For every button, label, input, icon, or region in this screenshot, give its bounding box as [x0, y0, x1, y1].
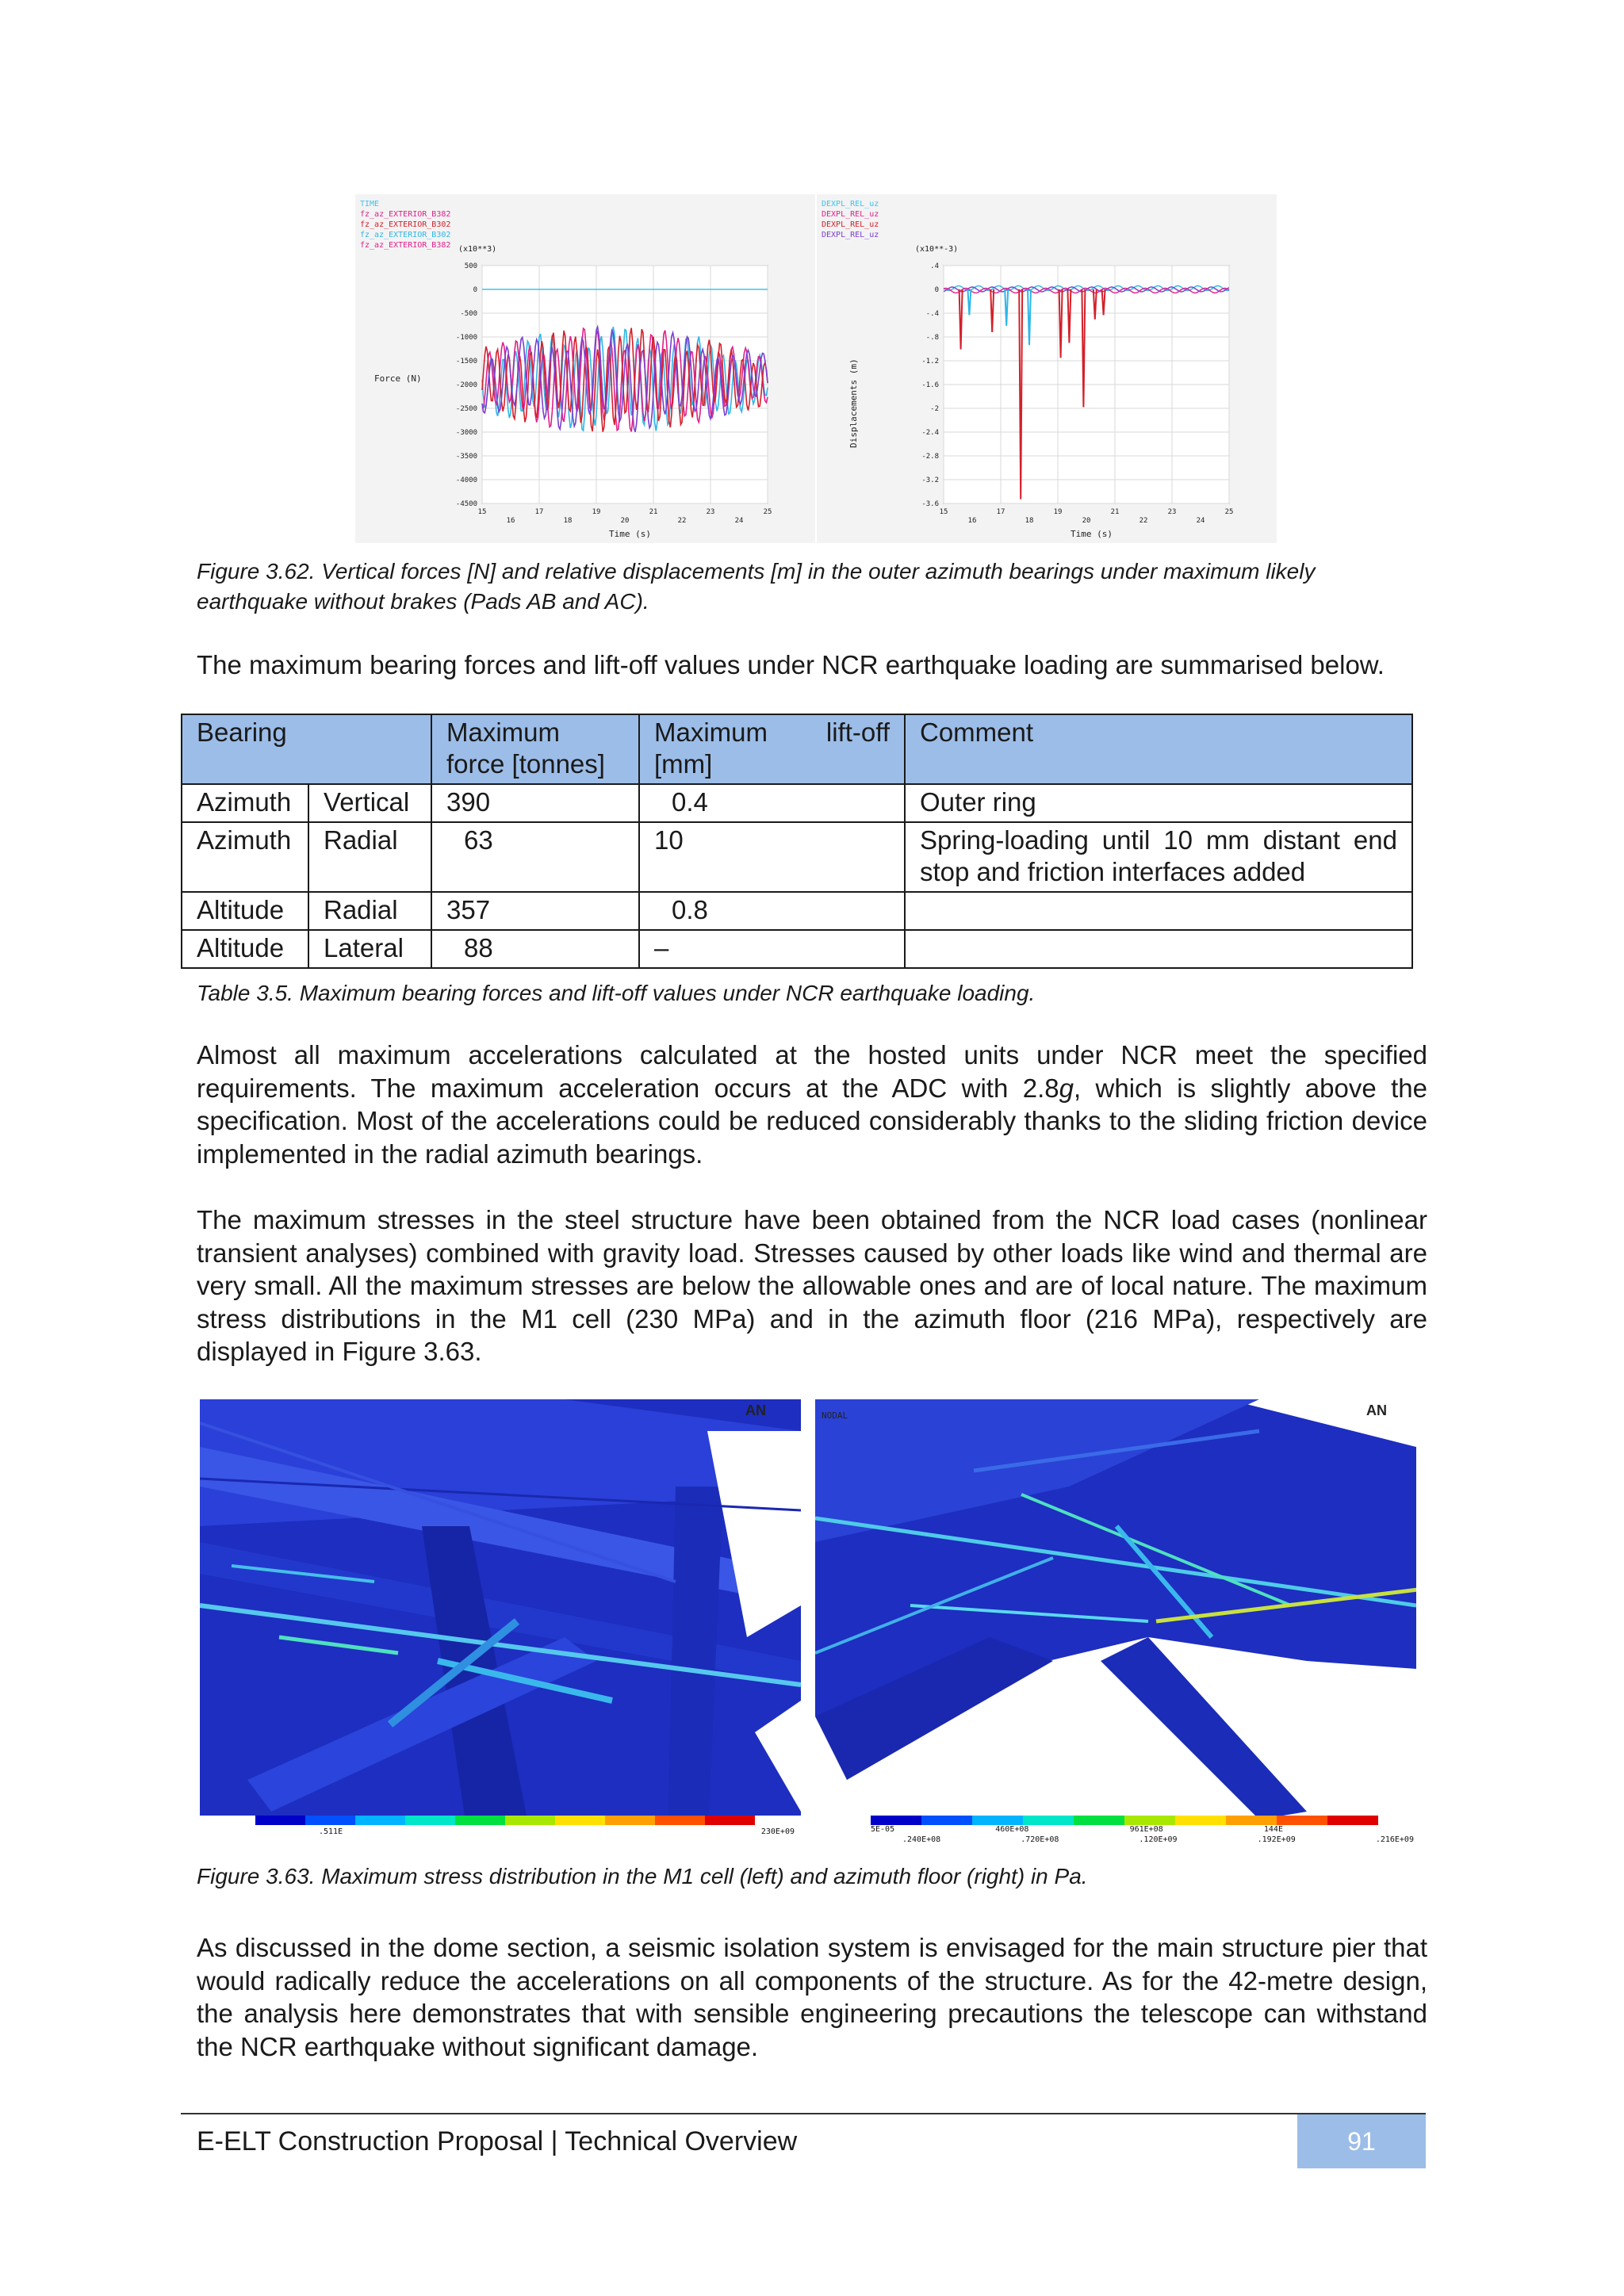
colorbar-labels: .511E 230E+09 — [319, 1827, 795, 1836]
disp-xlabel: Time (s) — [1071, 529, 1113, 539]
y-tick-label: -500 — [460, 310, 477, 318]
header-bearing: Bearing — [182, 714, 431, 784]
table-header-row — [182, 714, 1412, 784]
stress-paragraph: The maximum stresses in the steel structure have been obtained from the NCR load cases (nonlinear transient analyses) combined with gravity load. Stresses caused by other loads like wind and thermal are very small. All the maximum stresses are below the allowable ones and are of local nature. The maximum stress distributions in the M1 cell (230 MPa) and in the azimuth floor (216 MPa), respectively are displayed in Figure 3.63. — [197, 1205, 1427, 1366]
stress-colorbar — [255, 1816, 755, 1825]
cell-comment: Outer ring — [905, 784, 1412, 822]
cell-force: 390 — [431, 784, 639, 822]
x-tick-label: 24 — [734, 517, 744, 525]
x-tick-label: 20 — [620, 517, 630, 525]
x-tick-label: 20 — [1082, 517, 1091, 525]
azimuth-floor-stress-image — [815, 1399, 1416, 1848]
x-tick-label: 15 — [477, 508, 487, 516]
dome-paragraph: As discussed in the dome section, a seismic isolation system is envisaged for the main structure pier that would radically reduce the accelerations on all components of the structure. As for the 42-metre design, the analysis here demonstrates that with sensible engineering precautions the telescope can withstand the NCR earthquake without significant damage. — [197, 1933, 1427, 2061]
cell-comment: Spring-loading until 10 mm distant end stop and friction interfaces added — [905, 822, 1412, 892]
cell-force: 88 — [431, 930, 639, 968]
ansys-logo: AN — [1366, 1402, 1387, 1418]
disp-ylabel: Displacements (m) — [848, 358, 859, 448]
cell-direction: Lateral — [308, 930, 431, 968]
force-xlabel: Time (s) — [609, 529, 651, 539]
colorbar-labels-top: 5E-05 460E+08 961E+08 144E — [871, 1825, 1283, 1834]
x-tick-label: 17 — [534, 508, 544, 516]
cell-type: Altitude — [182, 892, 308, 930]
table-row — [182, 930, 1412, 968]
x-tick-label: 19 — [592, 508, 601, 516]
force-ylabel: Force (N) — [374, 373, 422, 384]
y-tick-label: -1.6 — [921, 381, 939, 389]
y-tick-label: -4500 — [455, 500, 477, 508]
disp-scale: (x10**-3) — [915, 245, 959, 254]
x-tick-label: 23 — [706, 508, 715, 516]
page-number: 91 — [1297, 2114, 1426, 2168]
y-tick-label: -.8 — [925, 334, 939, 342]
disp-plot-svg — [817, 194, 1277, 543]
x-tick-label: 16 — [967, 517, 977, 525]
intro-paragraph: The maximum bearing forces and lift-off values under NCR earthquake loading are summarised below. — [197, 650, 1385, 679]
m1-cell-stress-image — [200, 1399, 801, 1848]
cell-force: 63 — [431, 822, 639, 892]
cell-type: Altitude — [182, 930, 308, 968]
cell-liftoff: 0.8 — [639, 892, 905, 930]
force-plot-svg — [355, 194, 815, 543]
colorbar-labels-bottom: .240E+08 .720E+08 .120E+09 .192E+09 .216E+09 — [902, 1835, 1414, 1844]
legend-entry: DEXPL_REL_uz — [822, 200, 879, 209]
x-tick-label: 19 — [1053, 508, 1063, 516]
table-caption: Table 3.5. Maximum bearing forces and lift-off values under NCR earthquake loading. — [197, 981, 1036, 1005]
table-row — [182, 892, 1412, 930]
y-tick-label: .4 — [930, 262, 939, 270]
y-tick-label: 500 — [464, 262, 477, 270]
nodal-tag: NODAL — [822, 1410, 848, 1421]
figure-362-caption: Figure 3.62. Vertical forces [N] and relative displacements [m] in the outer azimuth bearings under maximum likely earthquake without brakes (Pads AB and AC). — [197, 559, 1316, 614]
y-tick-label: -1500 — [455, 358, 477, 365]
footer-divider — [181, 2113, 1426, 2114]
cell-force: 357 — [431, 892, 639, 930]
legend-entry: DEXPL_REL_uz — [822, 210, 879, 219]
cell-direction: Radial — [308, 822, 431, 892]
y-tick-label: -3.6 — [921, 500, 939, 508]
x-tick-label: 18 — [563, 517, 573, 525]
cell-comment — [905, 930, 1412, 968]
cell-type: Azimuth — [182, 822, 308, 892]
y-tick-label: -3000 — [455, 429, 477, 437]
y-tick-label: -4000 — [455, 476, 477, 484]
cell-comment — [905, 892, 1412, 930]
y-tick-label: -3500 — [455, 453, 477, 461]
legend-entry: TIME — [360, 200, 380, 209]
cell-liftoff: 0.4 — [639, 784, 905, 822]
table-row — [182, 784, 1412, 822]
x-tick-label: 25 — [1224, 508, 1234, 516]
x-tick-label: 21 — [1110, 508, 1120, 516]
ansys-logo: AN — [745, 1402, 766, 1418]
y-tick-label: -1.2 — [921, 358, 939, 365]
y-tick-label: -2000 — [455, 381, 477, 389]
cell-direction: Vertical — [308, 784, 431, 822]
displacement-plot — [817, 194, 1277, 543]
x-tick-label: 24 — [1196, 517, 1205, 525]
x-tick-label: 15 — [939, 508, 948, 516]
cell-type: Azimuth — [182, 784, 308, 822]
x-tick-label: 23 — [1167, 508, 1177, 516]
footer-title: E-ELT Construction Proposal | Technical Overview — [197, 2126, 798, 2156]
legend-entry: DEXPL_REL_uz — [822, 220, 879, 229]
legend-entry: fz_az_EXTERIOR_B382 — [360, 210, 451, 219]
legend-entry: fz_az_EXTERIOR_B302 — [360, 220, 451, 229]
force-plot — [355, 194, 815, 543]
x-tick-label: 25 — [763, 508, 772, 516]
x-tick-label: 22 — [677, 517, 687, 525]
header-liftoff: Maximum lift-off [mm] — [639, 714, 905, 784]
y-tick-label: -2 — [930, 405, 939, 413]
table-row — [182, 822, 1412, 892]
y-tick-label: -2.4 — [921, 429, 939, 437]
x-tick-label: 16 — [506, 517, 515, 525]
stress-colorbar — [871, 1816, 1378, 1825]
header-comment: Comment — [905, 714, 1412, 784]
legend-entry: fz_az_EXTERIOR_B382 — [360, 241, 451, 250]
y-tick-label: -2.8 — [921, 453, 939, 461]
x-tick-label: 17 — [996, 508, 1005, 516]
y-tick-label: -2500 — [455, 405, 477, 413]
header-force: Maximum force [tonnes] — [431, 714, 639, 784]
cell-direction: Radial — [308, 892, 431, 930]
acceleration-paragraph: Almost all maximum accelerations calculated at the hosted units under NCR meet the specified requirements. The maximum acceleration occurs at the ADC with 2.8g, which is slightly above the specification. Most of the accelerations could be reduced considerably thanks to the sliding friction device implemented in the radial azimuth bearings. — [197, 1040, 1427, 1169]
legend-entry: DEXPL_REL_uz — [822, 231, 879, 239]
x-tick-label: 21 — [649, 508, 658, 516]
cell-liftoff: 10 — [639, 822, 905, 892]
x-tick-label: 22 — [1139, 517, 1148, 525]
legend-entry: fz_az_EXTERIOR_B302 — [360, 231, 451, 239]
y-tick-label: -3.2 — [921, 476, 939, 484]
force-scale: (x10**3) — [458, 245, 497, 254]
y-tick-label: 0 — [934, 286, 939, 294]
y-tick-label: -1000 — [455, 334, 477, 342]
y-tick-label: -.4 — [925, 310, 939, 318]
figure-363-caption: Figure 3.63. Maximum stress distribution in the M1 cell (left) and azimuth floor (right) in Pa. — [197, 1864, 1088, 1888]
x-tick-label: 18 — [1025, 517, 1034, 525]
y-tick-label: 0 — [473, 286, 477, 294]
bearing-table — [181, 714, 1413, 969]
cell-liftoff: – — [639, 930, 905, 968]
